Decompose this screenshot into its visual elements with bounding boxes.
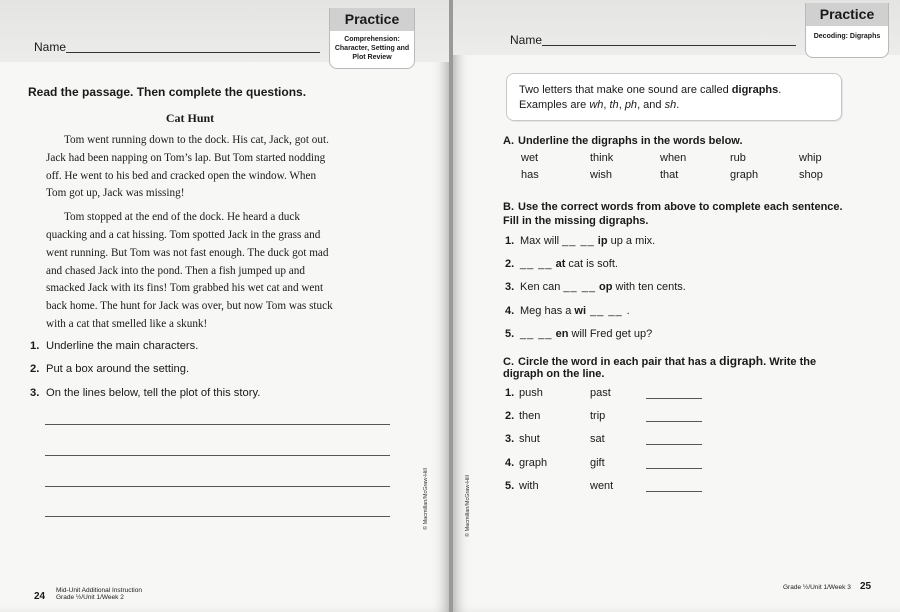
word-shop[interactable]: shop — [799, 169, 823, 181]
word-graph[interactable]: graph — [730, 169, 759, 181]
left-name-label: Name — [34, 40, 67, 54]
section-b-heading-line-2: Fill in the missing digraphs. — [503, 215, 649, 227]
pair-4-answer-line[interactable] — [646, 468, 702, 469]
section-c-letter: C. — [503, 356, 514, 368]
info-line-2: Examples are wh, th, ph, and sh. — [519, 99, 680, 111]
digraph-info-box — [506, 73, 842, 121]
pair-4-word-a[interactable]: graph — [519, 457, 548, 469]
left-tab-subtitle: Comprehension: Character, Setting and Plot Review — [334, 36, 410, 61]
section-a-heading — [503, 135, 743, 147]
question-1-number: 1. — [30, 340, 40, 352]
section-b-title-1: Use the correct words from above to complete each sentence. — [518, 201, 843, 213]
pair-2: 2. then — [505, 410, 541, 422]
pair-5-answer-line[interactable] — [646, 491, 702, 492]
section-c-term-digraph: digraph — [719, 354, 764, 368]
story-paragraph-1: Tom went running down to the dock. His cat, Jack, got out. Jack had been napping on Tom’s lap. But Tom started nodding off. He went to his bed and cracked open the window. When Tom got up, Jack was missing! — [46, 134, 329, 200]
word-that[interactable]: that — [660, 169, 679, 181]
right-practice-tab — [805, 3, 889, 58]
word-has[interactable]: has — [521, 169, 539, 181]
section-a-letter: A. — [503, 135, 514, 147]
pair-1: 1. push — [505, 387, 543, 399]
section-b-letter: B. — [503, 201, 514, 213]
sentence-1-blank[interactable]: __ __ — [562, 235, 595, 247]
right-name-line[interactable] — [542, 45, 796, 46]
right-name-label: Name — [510, 33, 543, 47]
question-3-text: On the lines below, tell the plot of this story. — [46, 387, 261, 399]
pair-2-word-a[interactable]: then — [519, 410, 541, 422]
word-whip[interactable]: whip — [799, 152, 822, 164]
left-instruction: Read the passage. Then complete the questions. — [28, 85, 307, 99]
sentence-1[interactable]: 1. Max will __ __ ip up a mix. — [505, 235, 656, 247]
right-copyright: © Macmillan/McGraw-Hill — [465, 475, 471, 537]
question-2-text: Put a box around the setting. — [46, 363, 190, 375]
pair-3-answer-line[interactable] — [646, 444, 702, 445]
left-name-line[interactable] — [66, 52, 320, 53]
sentence-4[interactable]: 4. Meg has a wi __ __ . — [505, 305, 631, 317]
right-page — [453, 0, 900, 612]
answer-line-3[interactable] — [45, 486, 390, 487]
left-page — [0, 0, 449, 612]
sentence-5[interactable]: 5. __ __ en will Fred get up? — [505, 328, 653, 340]
pair-3-word-a[interactable]: shut — [519, 433, 540, 445]
question-2-number: 2. — [30, 363, 40, 375]
left-footer-line-2: Grade ½/Unit 1/Week 2 — [56, 594, 124, 601]
pair-3-word-b[interactable]: sat — [590, 433, 605, 445]
section-c-heading-line-1: C. Circle the word in each pair that has a digraph. Write the — [503, 354, 817, 368]
answer-line-4[interactable] — [45, 516, 390, 517]
pair-5-word-a[interactable]: with — [519, 480, 539, 492]
right-page-number: 25 — [860, 581, 872, 592]
info-line-1: Two letters that make one sound are called digraphs. — [519, 84, 782, 96]
section-a-title: Underline the digraphs in the words below. — [518, 135, 743, 147]
left-page-number: 24 — [34, 591, 46, 602]
pair-4: 4. graph — [505, 457, 548, 469]
pair-3: 3. shut — [505, 433, 540, 445]
question-1-text: Underline the main characters. — [46, 340, 199, 352]
pair-2-word-b[interactable]: trip — [590, 410, 606, 422]
question-1 — [30, 340, 198, 352]
word-think[interactable]: think — [590, 152, 614, 164]
left-practice-tab — [329, 8, 415, 69]
story-passage — [46, 132, 336, 340]
answer-line-2[interactable] — [45, 455, 390, 456]
pair-1-word-a[interactable]: push — [519, 387, 543, 399]
right-tab-subtitle: Decoding: Digraphs — [813, 33, 881, 40]
word-rub[interactable]: rub — [730, 152, 746, 164]
pair-5-word-b[interactable]: went — [590, 480, 614, 492]
left-footer — [56, 587, 142, 601]
story-paragraph-2: Tom stopped at the end of the dock. He heard a duck quacking and a cat hissing. Tom spotted Jack in the grass and went running. But Tom was not fast enough. The duck got mad and chased Jack into the pond. Then a fish jumped up and smacked Jack with its fins! Tom grabbed his wet cat and went back home. The hunt for Jack was over, but now Tom was stuck with a cat that smelled like a skunk! — [46, 211, 333, 330]
section-c-heading-line-2: digraph on the line. — [503, 368, 605, 380]
info-term-digraphs: digraphs — [731, 84, 779, 96]
question-3 — [30, 387, 260, 399]
word-when[interactable]: when — [660, 152, 687, 164]
section-b-heading-line-1 — [503, 201, 843, 213]
sentence-4-blank[interactable]: __ __ . — [586, 305, 631, 317]
right-tab-title: Practice — [806, 3, 888, 26]
answer-line-1[interactable] — [45, 424, 390, 425]
pair-1-answer-line[interactable] — [646, 398, 702, 399]
left-copyright: © Macmillan/McGraw-Hill — [423, 468, 429, 530]
right-footer: Grade ½/Unit 1/Week 3 — [783, 584, 851, 591]
pair-1-word-b[interactable]: past — [590, 387, 611, 399]
left-footer-line-1: Mid-Unit Additional Instruction — [56, 587, 142, 594]
question-3-number: 3. — [30, 387, 40, 399]
sentence-3-blank[interactable]: __ __ — [563, 281, 596, 293]
sentence-5-blank[interactable]: __ __ — [520, 328, 553, 340]
left-tab-title: Practice — [330, 8, 414, 31]
story-title: Cat Hunt — [165, 111, 215, 125]
sentence-2-blank[interactable]: __ __ — [520, 258, 553, 270]
sentence-2[interactable]: 2. __ __ at cat is soft. — [505, 258, 618, 270]
pair-2-answer-line[interactable] — [646, 421, 702, 422]
pair-5: 5. with — [505, 480, 539, 492]
pair-4-word-b[interactable]: gift — [590, 457, 605, 469]
question-2 — [30, 363, 189, 375]
word-wish[interactable]: wish — [590, 169, 613, 181]
sentence-3[interactable]: 3. Ken can __ __ op with ten cents. — [505, 281, 686, 293]
word-wet[interactable]: wet — [521, 152, 539, 164]
